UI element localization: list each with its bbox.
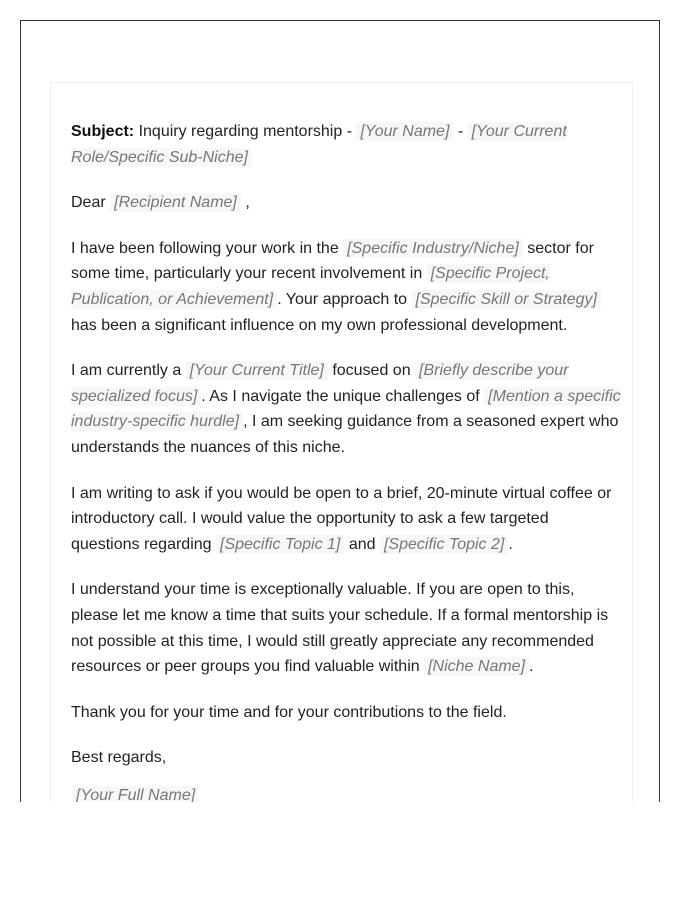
para1-text-2: sector for some time, particularly your recent involvement in (71, 239, 594, 283)
email-template-card (50, 82, 633, 802)
para2-text-1: I am currently a (71, 362, 182, 380)
paragraph-time-valuable (71, 577, 621, 679)
subject-label: Subject: (71, 123, 135, 140)
para1-text-1: I have been following your work in the (71, 239, 339, 257)
greeting-dear: Dear (71, 194, 106, 212)
placeholder-current-title: [Your Current Title] (186, 361, 328, 380)
greeting-comma: , (245, 194, 250, 212)
placeholder-recipient-name: [Recipient Name] (110, 193, 241, 212)
placeholder-topic-2: [Specific Topic 2] (380, 535, 508, 554)
placeholder-full-name: [Your Full Name] (72, 786, 199, 802)
paragraph-request (71, 481, 621, 558)
placeholder-focus: [Briefly describe your specialized focus] (71, 362, 569, 405)
para4-text-2: . (529, 658, 534, 676)
subject-dash: - (457, 123, 464, 140)
para1-text-4: has been a significant influence on my own professional development. (71, 316, 568, 334)
placeholder-hurdle: [Mention a specific industry-specific hurdle] (71, 387, 621, 431)
document-frame (20, 20, 660, 802)
subject-text: Inquiry regarding mentorship - (138, 123, 353, 140)
para3-text-2: and (348, 535, 376, 553)
paragraph-following-work (71, 236, 621, 338)
signature-line (71, 783, 632, 802)
greeting-line (71, 190, 621, 216)
placeholder-project: [Specific Project, Publication, or Achievement] (71, 265, 550, 308)
placeholder-topic-1: [Specific Topic 1] (216, 535, 344, 554)
paragraph-current-role (71, 358, 621, 460)
placeholder-your-name: [Your Name] (356, 122, 453, 141)
closing-line: Best regards, (71, 749, 167, 767)
placeholder-industry: [Specific Industry/Niche] (343, 239, 523, 258)
para1-text-3: . Your approach to (277, 290, 408, 308)
placeholder-current-role: [Your Current Role/Specific Sub-Niche] (71, 123, 567, 166)
paragraph-thank-you: Thank you for your time and for your contributions to the field. (71, 703, 507, 721)
para2-text-4: , I am seeking guidance from a seasoned expert who understands the nuances of this niche. (71, 413, 619, 456)
para3-text-3: . (508, 535, 513, 553)
placeholder-skill: [Specific Skill or Strategy] (412, 290, 601, 309)
para2-text-2: focused on (332, 362, 411, 380)
para3-text-1: I am writing to ask if you would be open to a brief, 20-minute virtual coffee or introductory call. I would value the opportunity to ask a few targeted questions regarding (71, 484, 612, 553)
subject-line (71, 119, 621, 170)
para4-text-1: I understand your time is exceptionally valuable. If you are open to this, please let me know a time that suits your schedule. If a formal mentorship is not possible at this time, I would still greatly appreciate any recommended resources or peer groups you find valuable within (71, 581, 609, 676)
placeholder-niche-name: [Niche Name] (424, 657, 529, 676)
para2-text-3: . As I navigate the unique challenges of (201, 387, 480, 405)
